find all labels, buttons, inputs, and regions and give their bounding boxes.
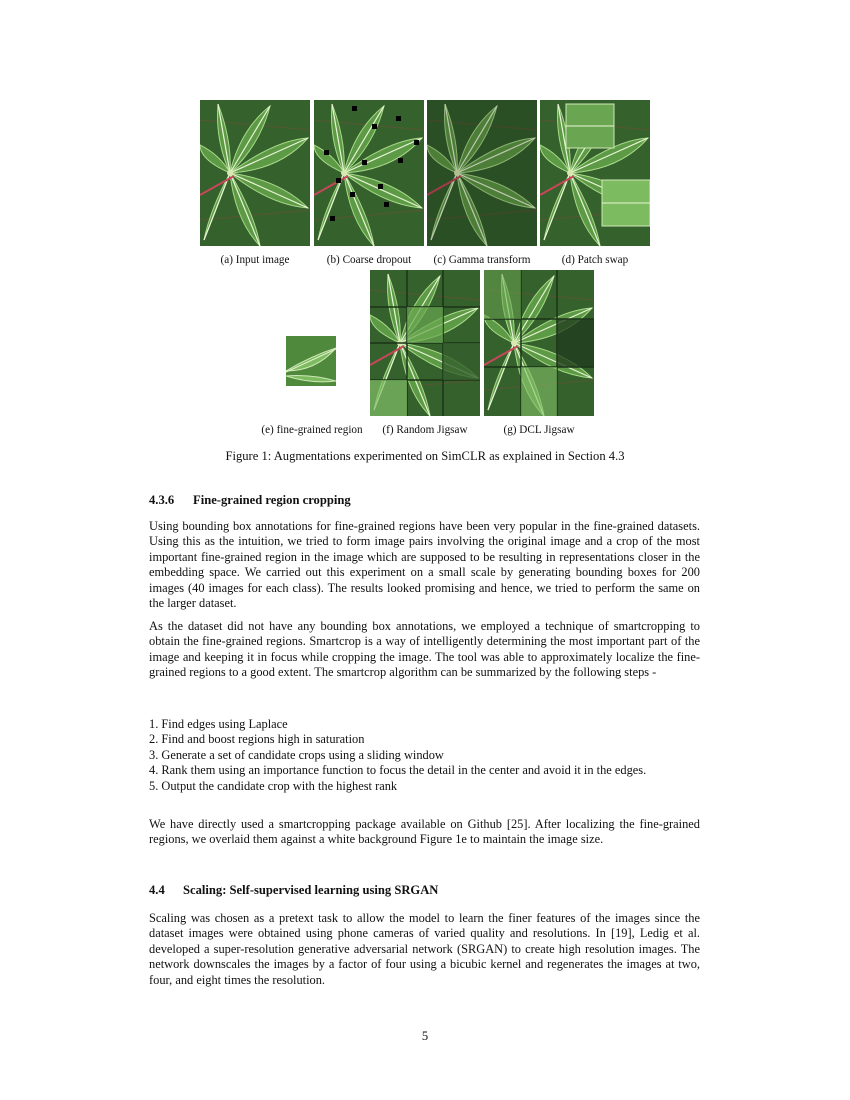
section-title: Scaling: Self-supervised learning using SRGAN: [183, 883, 439, 897]
paragraph-436-3: We have directly used a smartcropping package available on Github [25]. After localizing the fine-grained regions, we overlaid them against a white background Figure 1e to maintain the image size.: [149, 817, 700, 847]
subcaption-e: (e) fine-grained region: [261, 424, 363, 436]
image-fine-grained-region: [286, 336, 336, 386]
image-input: [200, 100, 310, 246]
paragraph-436-1: Using bounding box annotations for fine-grained regions have been very popular in the fine-grained datasets. Using this as the intuition, we tried to form image pairs involving the original image and a crop of the most important fine-grained region in the image which are supposed to be resulting in representations closer in the embedding space. We carried out this experiment on a small scale by generating bounding boxes for 200 images (40 images for each class). The results looked promising and hence, we tried to perform the same on the larger dataset.: [149, 519, 700, 611]
image-random-jigsaw: [370, 270, 480, 416]
section-number: 4.3.6: [149, 493, 175, 507]
list-item: 3. Generate a set of candidate crops using a sliding window: [149, 747, 444, 762]
section-title: Fine-grained region cropping: [193, 493, 351, 507]
figure-caption: Figure 1: Augmentations experimented on SimCLR as explained in Section 4.3: [225, 449, 625, 463]
list-item: 1. Find edges using Laplace: [149, 717, 288, 731]
smartcrop-steps: [149, 717, 729, 794]
list-item: 2. Find and boost regions high in saturation: [149, 732, 365, 747]
subcaption-f: (f) Random Jigsaw: [382, 424, 468, 436]
subcaption-g: (g) DCL Jigsaw: [503, 424, 575, 436]
image-dcl-jigsaw: [484, 270, 594, 416]
image-coarse-dropout: [314, 100, 424, 246]
subcaption-a: (a) Input image: [220, 254, 290, 266]
section-heading-436: [149, 493, 351, 508]
section-heading-44: [149, 883, 438, 898]
section-number: 4.4: [149, 883, 165, 897]
list-item: 4. Rank them using an importance function to focus the detail in the center and avoid it in the edges.: [149, 763, 647, 778]
paragraph-44-1: Scaling was chosen as a pretext task to allow the model to learn the finer features of the images since the dataset images were obtained using phone cameras of varied quality and resolutions. In [19], Ledig et al. developed a super-resolution generative adversarial network (SRGAN) to create high resolution images. The network downscales the images by a factor of four using a bicubic kernel and regenerates the images at two, four, and eight times the resolution.: [149, 911, 700, 987]
image-patch-swap: [540, 100, 650, 246]
subcaption-b: (b) Coarse dropout: [326, 254, 412, 266]
image-gamma-transform: [427, 100, 537, 246]
list-item: 5. Output the candidate crop with the highest rank: [149, 778, 398, 793]
subcaption-c: (c) Gamma transform: [433, 254, 531, 266]
paragraph-436-2: As the dataset did not have any bounding box annotations, we employed a technique of smartcropping to obtain the fine-grained regions. Smartcrop is a way of intelligently determining the most important part of the image and keeping it in focus while cropping the image. The tool was able to approximately localize the fine-grained regions to a good extent. The smartcrop algorithm can be summarized by the following steps -: [149, 619, 700, 680]
page-number: 5: [421, 1029, 429, 1043]
subcaption-d: (d) Patch swap: [561, 254, 629, 266]
